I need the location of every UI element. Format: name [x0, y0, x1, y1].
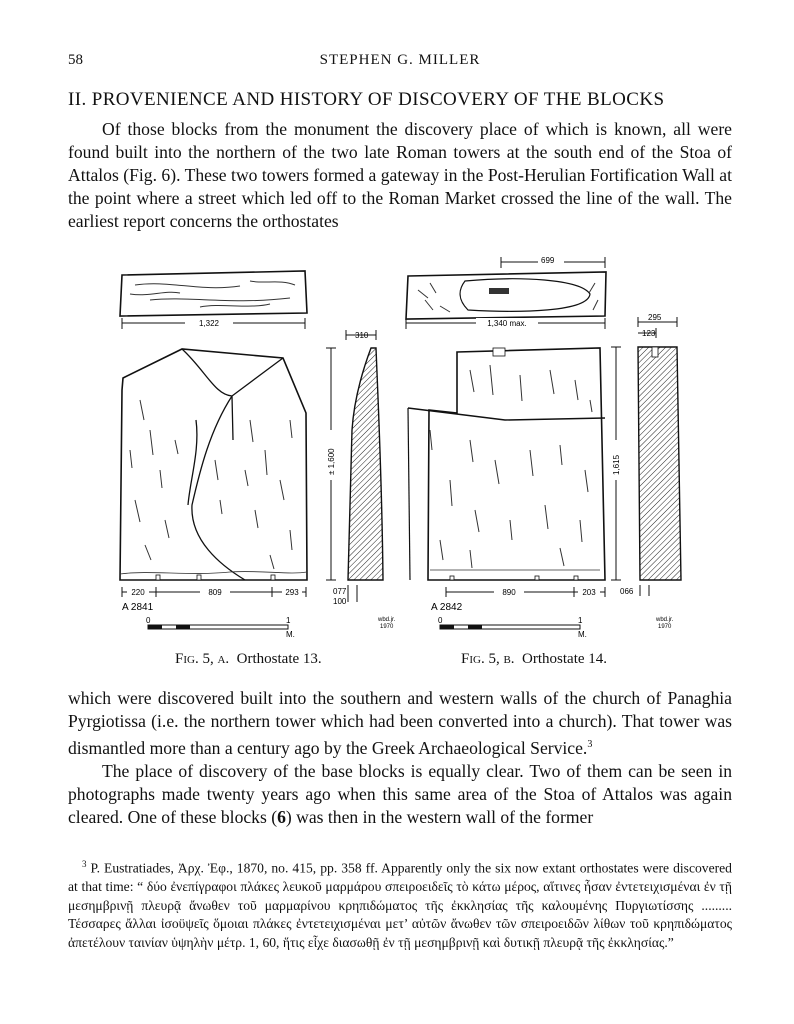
section-heading: II. PROVENIENCE AND HISTORY OF DISCOVERY OF THE BLOCKS [68, 89, 665, 110]
caption-fig-5b-label: Fig. 5, b. [461, 651, 515, 667]
paragraph-3-end: ) was then in the western wall of the former [285, 806, 594, 827]
orthostate-13-bottom-dimensions [122, 587, 306, 597]
block-reference: 6 [277, 806, 286, 827]
orthostate-14-front-view [408, 348, 605, 580]
orthostate-14-length-dimension [406, 318, 605, 329]
orthostate-14-scale-one: 1 [578, 616, 583, 625]
orthostate-14-top-view [406, 272, 606, 319]
caption-fig-5b-text: Orthostate 14. [522, 651, 608, 667]
running-author: STEPHEN G. MILLER [319, 52, 481, 68]
orthostate-14-bottom-dimensions [446, 587, 605, 597]
orthostate-14-thickness-inner: 123 [642, 329, 656, 338]
orthostate-14-top-label: 699 [541, 256, 555, 265]
orthostate-14-dim-b3: 066 [620, 587, 634, 596]
paragraph-1-text: Of those blocks from the monument the discovery place of which is known, all were found built into the northern of the two late Roman towers at the south end of the Stoa of Attalos (Fig. 6). These two towers formed a gateway in the Post-Herulian Fortification Wall at the point where a street which led off to the Roman Market crossed the line of the wall. The earliest report concerns the orthostates [68, 119, 732, 231]
orthostate-14-length-label: 1,340 max. [487, 319, 527, 328]
orthostate-13-thickness: 310 [355, 331, 369, 340]
orthostate-14-scale-unit: M. [578, 630, 587, 639]
footnote-marker: 3 [82, 859, 87, 869]
footnote-text: P. Eustratiades, Ἀρχ. Ἐφ., 1870, no. 415, pp. 358 ff. Apparently only the six now extant orthostates were discovered at that time: “ δύο ἐνεπίγραφοι πλάκες λευκοῦ μαρμάρου σπειροειδεῖς τὸ κάτω μέρος, αἵτινες ἦσαν ἐντετειχισμέναι ἐν τῇ μεσημβρινῇ πλευρᾷ ἄνωθεν τοῦ μαρμαρίνου κρηπιδώματος τῆς ἐκκλησίας τῆς καλουμένης Πυργιωτίσσης ......... Τέσσαρες ἄλλαι ἰσοϋψεῖς ὅμοιαι πλάκες ἐντετειχισμέναι μετ’ αὐτῶν ἄνωθεν τῶν σπειροειδῶν λίθων τοῦ κρηπιδώματος ἀπετέλουν ταινίαν ὑψηλὴν μέτρ. 1, 60, ἥτις εἶχε διασωθῇ ἐν τῇ μεσημβρινῇ καὶ δυτικῇ πλευρᾷ τῆς ἐκκλησίας.” [68, 860, 732, 950]
caption-fig-5a [175, 651, 322, 668]
paragraph-3-start: The place of discovery of the base blocks is equally clear. Two of them can be seen in photographs made twenty years ago when this same area of the Stoa of Attalos was again cleared. One of these blocks ( [68, 760, 732, 827]
orthostate-14-signature-year: 1970 [658, 624, 672, 630]
orthostate-13-scale-one: 1 [286, 616, 291, 625]
orthostate-13-inventory: A 2841 [122, 602, 154, 613]
orthostate-13-signature-year: 1970 [380, 624, 394, 630]
orthostate-14-signature-name: wbd.jr. [656, 617, 674, 623]
orthostate-14-scale-zero: 0 [438, 616, 443, 625]
orthostate-13-length-label: 1,322 [198, 319, 220, 328]
caption-fig-5b [461, 651, 607, 668]
orthostate-14-scale-bar [438, 616, 587, 639]
footnote [68, 855, 732, 953]
orthostate-13-front-view [120, 349, 307, 580]
orthostate-13-section [325, 330, 396, 630]
orthostate-14-section [610, 313, 681, 630]
orthostate-14-top-dimension [501, 255, 605, 268]
paragraph-2 [68, 687, 732, 760]
orthostate-13-signature-name: wbd.jr. [378, 617, 396, 623]
orthostate-14-dim-b1: 890 [502, 588, 516, 597]
orthostate-13-dim-b3: 293 [285, 588, 299, 597]
orthostate-13-dim-b4: 077 [333, 587, 347, 596]
caption-fig-5a-text: Orthostate 13. [236, 651, 322, 667]
orthostate-13-dim-b5: 100 [333, 597, 347, 606]
orthostate-13-scale-zero: 0 [146, 616, 151, 625]
paragraph-2-text: which were discovered built into the southern and western walls of the church of Panaghia Pyrgiotissa (i.e. the northern tower which had been converted into a church). That tower was dismantled more than a century ago by the Greek Archaeological Service. [68, 688, 732, 758]
paragraph-3 [68, 760, 732, 829]
orthostate-14-dim-b2: 203 [582, 588, 596, 597]
orthostate-13-dim-b1: 220 [131, 588, 145, 597]
paragraph-2-block [68, 687, 732, 829]
orthostate-14-thickness: 295 [648, 313, 662, 322]
orthostate-13-top-view [120, 271, 307, 316]
orthostate-13-dim-b2: 809 [208, 588, 222, 597]
page-number: 58 [68, 52, 83, 68]
footnote-paragraph [68, 855, 732, 953]
orthostate-13-height: ± 1,600 [327, 448, 336, 475]
footnote-ref: 3 [587, 739, 593, 750]
orthostate-13-scale-unit: M. [286, 630, 295, 639]
caption-fig-5a-label: Fig. 5, a. [175, 651, 230, 667]
orthostate-13-length-dimension [122, 318, 305, 329]
orthostate-14-height: 1,615 [612, 454, 621, 475]
orthostate-13-scale-bar [146, 616, 295, 639]
orthostate-14-inventory: A 2842 [431, 602, 463, 613]
